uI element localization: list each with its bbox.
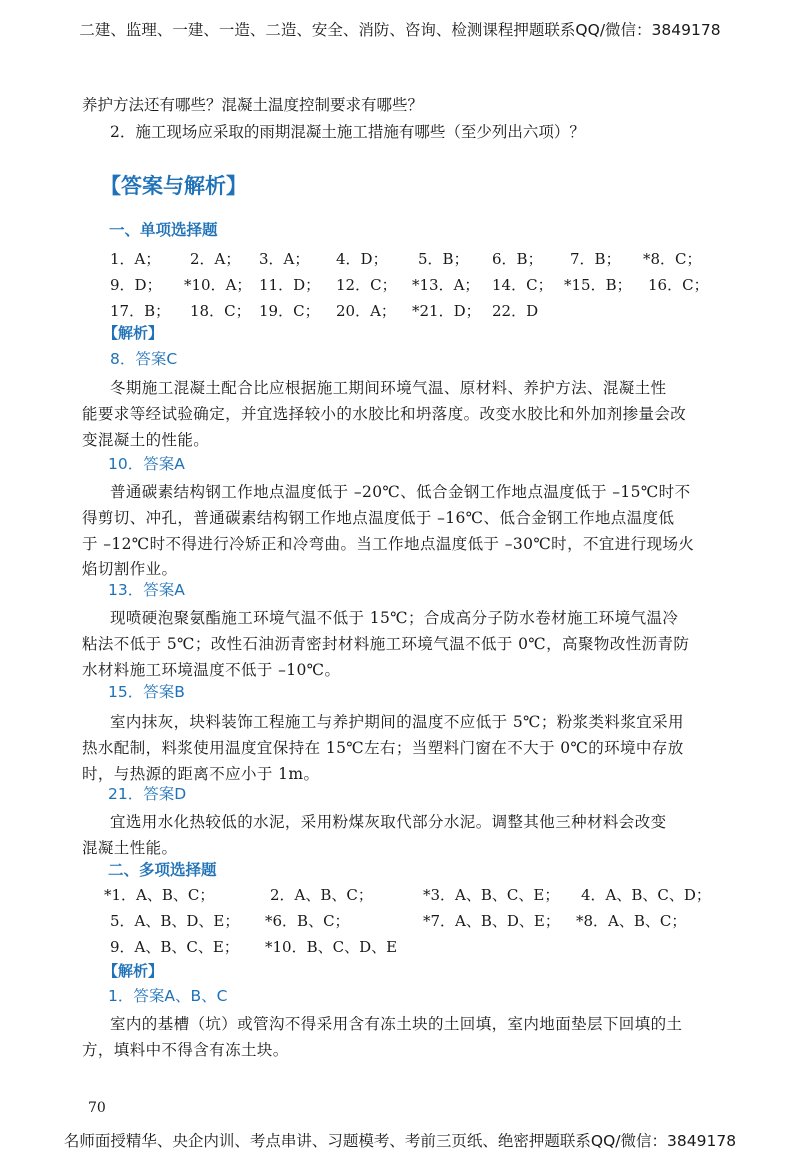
answer-heading: 10．答案A — [108, 455, 185, 473]
single-answer: 12．C； — [336, 276, 397, 294]
single-answer: 1．A； — [110, 250, 161, 268]
multi-answer: 9．A、B、C、E； — [110, 938, 239, 956]
explanation-line: 冬期施工混凝土配合比应根据施工期间环境气温、原材料、养护方法、混凝土性 — [110, 379, 667, 397]
multi-answer: *3．A、B、C、E； — [423, 886, 560, 904]
explanation-line: 焰切割作业。 — [82, 560, 178, 578]
page-number: 70 — [88, 1100, 106, 1116]
single-answer: 3．A； — [259, 250, 310, 268]
answer-heading: 13．答案A — [108, 581, 185, 599]
single-answer: 22．D — [492, 302, 539, 320]
single-answer: 16．C； — [648, 276, 709, 294]
single-answer: 19．C； — [259, 302, 320, 320]
single-answer: 7．B； — [570, 250, 621, 268]
explanation-line: 室内的基槽（坑）或管沟不得采用含有冻土块的土回填，室内地面垫层下回填的土 — [110, 1015, 683, 1033]
question-2: 2．施工现场应采取的雨期混凝土施工措施有哪些（至少列出六项）？ — [110, 123, 585, 141]
explanation-line: 水材料施工环境温度不低于 –10℃。 — [82, 661, 341, 679]
multi-answer: 2．A、B、C； — [270, 886, 373, 904]
answer-heading: 8．答案C — [110, 350, 178, 368]
explanation-line: 混凝土性能。 — [82, 839, 178, 857]
explanation-line: 粘法不低于 5℃；改性石油沥青密封材料施工环境气温不低于 0℃，高聚物改性沥青防 — [82, 635, 690, 653]
single-answer: *10．A； — [184, 276, 252, 294]
explanation-line: 变混凝土的性能。 — [82, 431, 210, 449]
explanation-line: 现喷硬泡聚氨酯施工环境气温不低于 15℃；合成高分子防水卷材施工环境气温冷 — [110, 609, 679, 627]
answer-heading: 21．答案D — [108, 785, 187, 803]
single-answer: 5．B； — [418, 250, 469, 268]
multi-answer: *8．A、B、C； — [576, 912, 687, 930]
explanation-line: 方，填料中不得含有冻土块。 — [82, 1041, 289, 1059]
analysis-label: 【解析】 — [103, 324, 164, 342]
explanation-line: 时，与热源的距离不应小于 1m。 — [82, 765, 320, 783]
section-title: 【答案与解析】 — [100, 174, 247, 198]
single-answer: *21．D； — [412, 302, 481, 320]
multi-answer: *10．B、C、D、E — [265, 938, 398, 956]
answer-heading: 15．答案B — [108, 683, 185, 701]
analysis-label: 【解析】 — [103, 962, 164, 980]
multi-choice-heading: 二、多项选择题 — [108, 861, 217, 879]
question-continuation: 养护方法还有哪些？混凝土温度控制要求有哪些？ — [82, 96, 424, 114]
explanation-line: 于 –12℃时不得进行冷矫正和冷弯曲。当工作地点温度低于 –30℃时，不宜进行现场火 — [82, 535, 695, 553]
bottom-banner: 名师面授精华、央企内训、考点串讲、习题模考、考前三页纸、绝密押题联系QQ/微信：3849178 — [63, 1132, 737, 1150]
multi-answer: *1．A、B、C； — [104, 886, 215, 904]
single-answer: 18．C； — [190, 302, 251, 320]
single-answer: 6．B； — [492, 250, 543, 268]
single-choice-heading: 一、单项选择题 — [109, 221, 218, 239]
multi-answer: 4．A、B、C、D； — [581, 886, 711, 904]
single-answer: *8．C； — [643, 250, 702, 268]
single-answer: 14．C； — [492, 276, 553, 294]
multi-answer: *7．A、B、D、E； — [423, 912, 560, 930]
single-answer: 2．A； — [190, 250, 241, 268]
explanation-line: 宜选用水化热较低的水泥，采用粉煤灰取代部分水泥。调整其他三种材料会改变 — [110, 813, 667, 831]
explanation-line: 能要求等经试验确定，并宜选择较小的水胶比和坍落度。改变水胶比和外加剂掺量会改 — [82, 405, 687, 423]
multi-answer: 5．A、B、D、E； — [110, 912, 240, 930]
explanation-line: 室内抹灰，块料装饰工程施工与养护期间的温度不应低于 5℃；粉浆类料浆宜采用 — [110, 713, 684, 731]
single-answer: 20．A； — [336, 302, 396, 320]
single-answer: *15．B； — [564, 276, 632, 294]
explanation-line: 得剪切、冲孔，普通碳素结构钢工作地点温度低于 –16℃、低合金钢工作地点温度低 — [82, 509, 675, 527]
multi-answer: *6．B、C； — [265, 912, 350, 930]
explanation-line: 普通碳素结构钢工作地点温度低于 –20℃、低合金钢工作地点温度低于 –15℃时不 — [110, 483, 691, 501]
single-answer: *13．A； — [412, 276, 480, 294]
top-banner: 二建、监理、一建、一造、二造、安全、消防、咨询、检测课程押题联系QQ/微信：3849178 — [79, 21, 721, 39]
single-answer: 9．D； — [110, 276, 162, 294]
explanation-line: 热水配制，料浆使用温度宜保持在 15℃左右；当塑料门窗在不大于 0℃的环境中存放 — [82, 739, 684, 757]
answer-heading: 1．答案A、B、C — [108, 987, 228, 1005]
single-answer: 11．D； — [259, 276, 321, 294]
single-answer: 17．B； — [110, 302, 171, 320]
single-answer: 4．D； — [336, 250, 388, 268]
